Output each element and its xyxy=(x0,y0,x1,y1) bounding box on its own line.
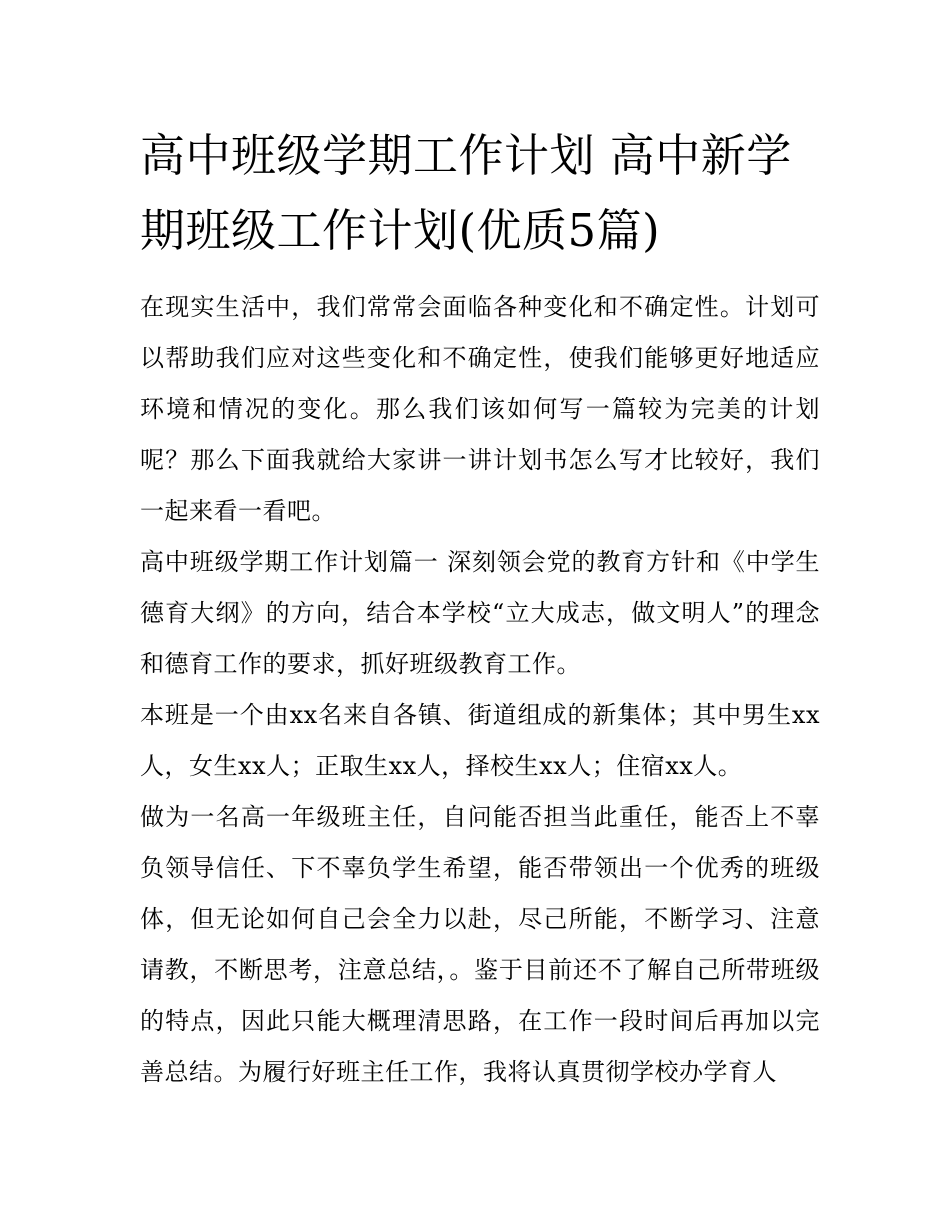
class-composition-paragraph: 本班是一个由xx名来自各镇、街道组成的新集体；其中男生xx人，女生xx人；正取生xx人，择校生xx人；住宿xx人。 xyxy=(140,701,820,780)
document-content xyxy=(140,118,820,1098)
teacher-reflection-paragraph: 做为一名高一年级班主任，自问能否担当此重任，能否上不辜负领导信任、下不辜负学生希望，能否带领出一个优秀的班级体，但无论如何自己会全力以赴，尽己所能，不断学习、注意请教，不断思考，注意总结，。鉴于目前还不了解自己所带班级的特点，因此只能大概理清思路，在工作一段时间后再加以完善总结。为履行好班主任工作，我将认真贯彻学校办学育人 xyxy=(140,803,820,1086)
plan-section-one-paragraph: 高中班级学期工作计划篇一 深刻领会党的教育方针和《中学生德育大纲》的方向，结合本学校“立大成志，做文明人”的理念和德育工作的要求，抓好班级教育工作。 xyxy=(140,548,820,678)
intro-paragraph: 在现实生活中，我们常常会面临各种变化和不确定性。计划可以帮助我们应对这些变化和不确定性，使我们能够更好地适应环境和情况的变化。那么我们该如何写一篇较为完美的计划呢？那么下面我就给大家讲一讲计划书怎么写才比较好，我们一起来看一看吧。 xyxy=(140,293,820,525)
document-title: 高中班级学期工作计划 高中新学期班级工作计划(优质5篇) xyxy=(140,129,792,257)
